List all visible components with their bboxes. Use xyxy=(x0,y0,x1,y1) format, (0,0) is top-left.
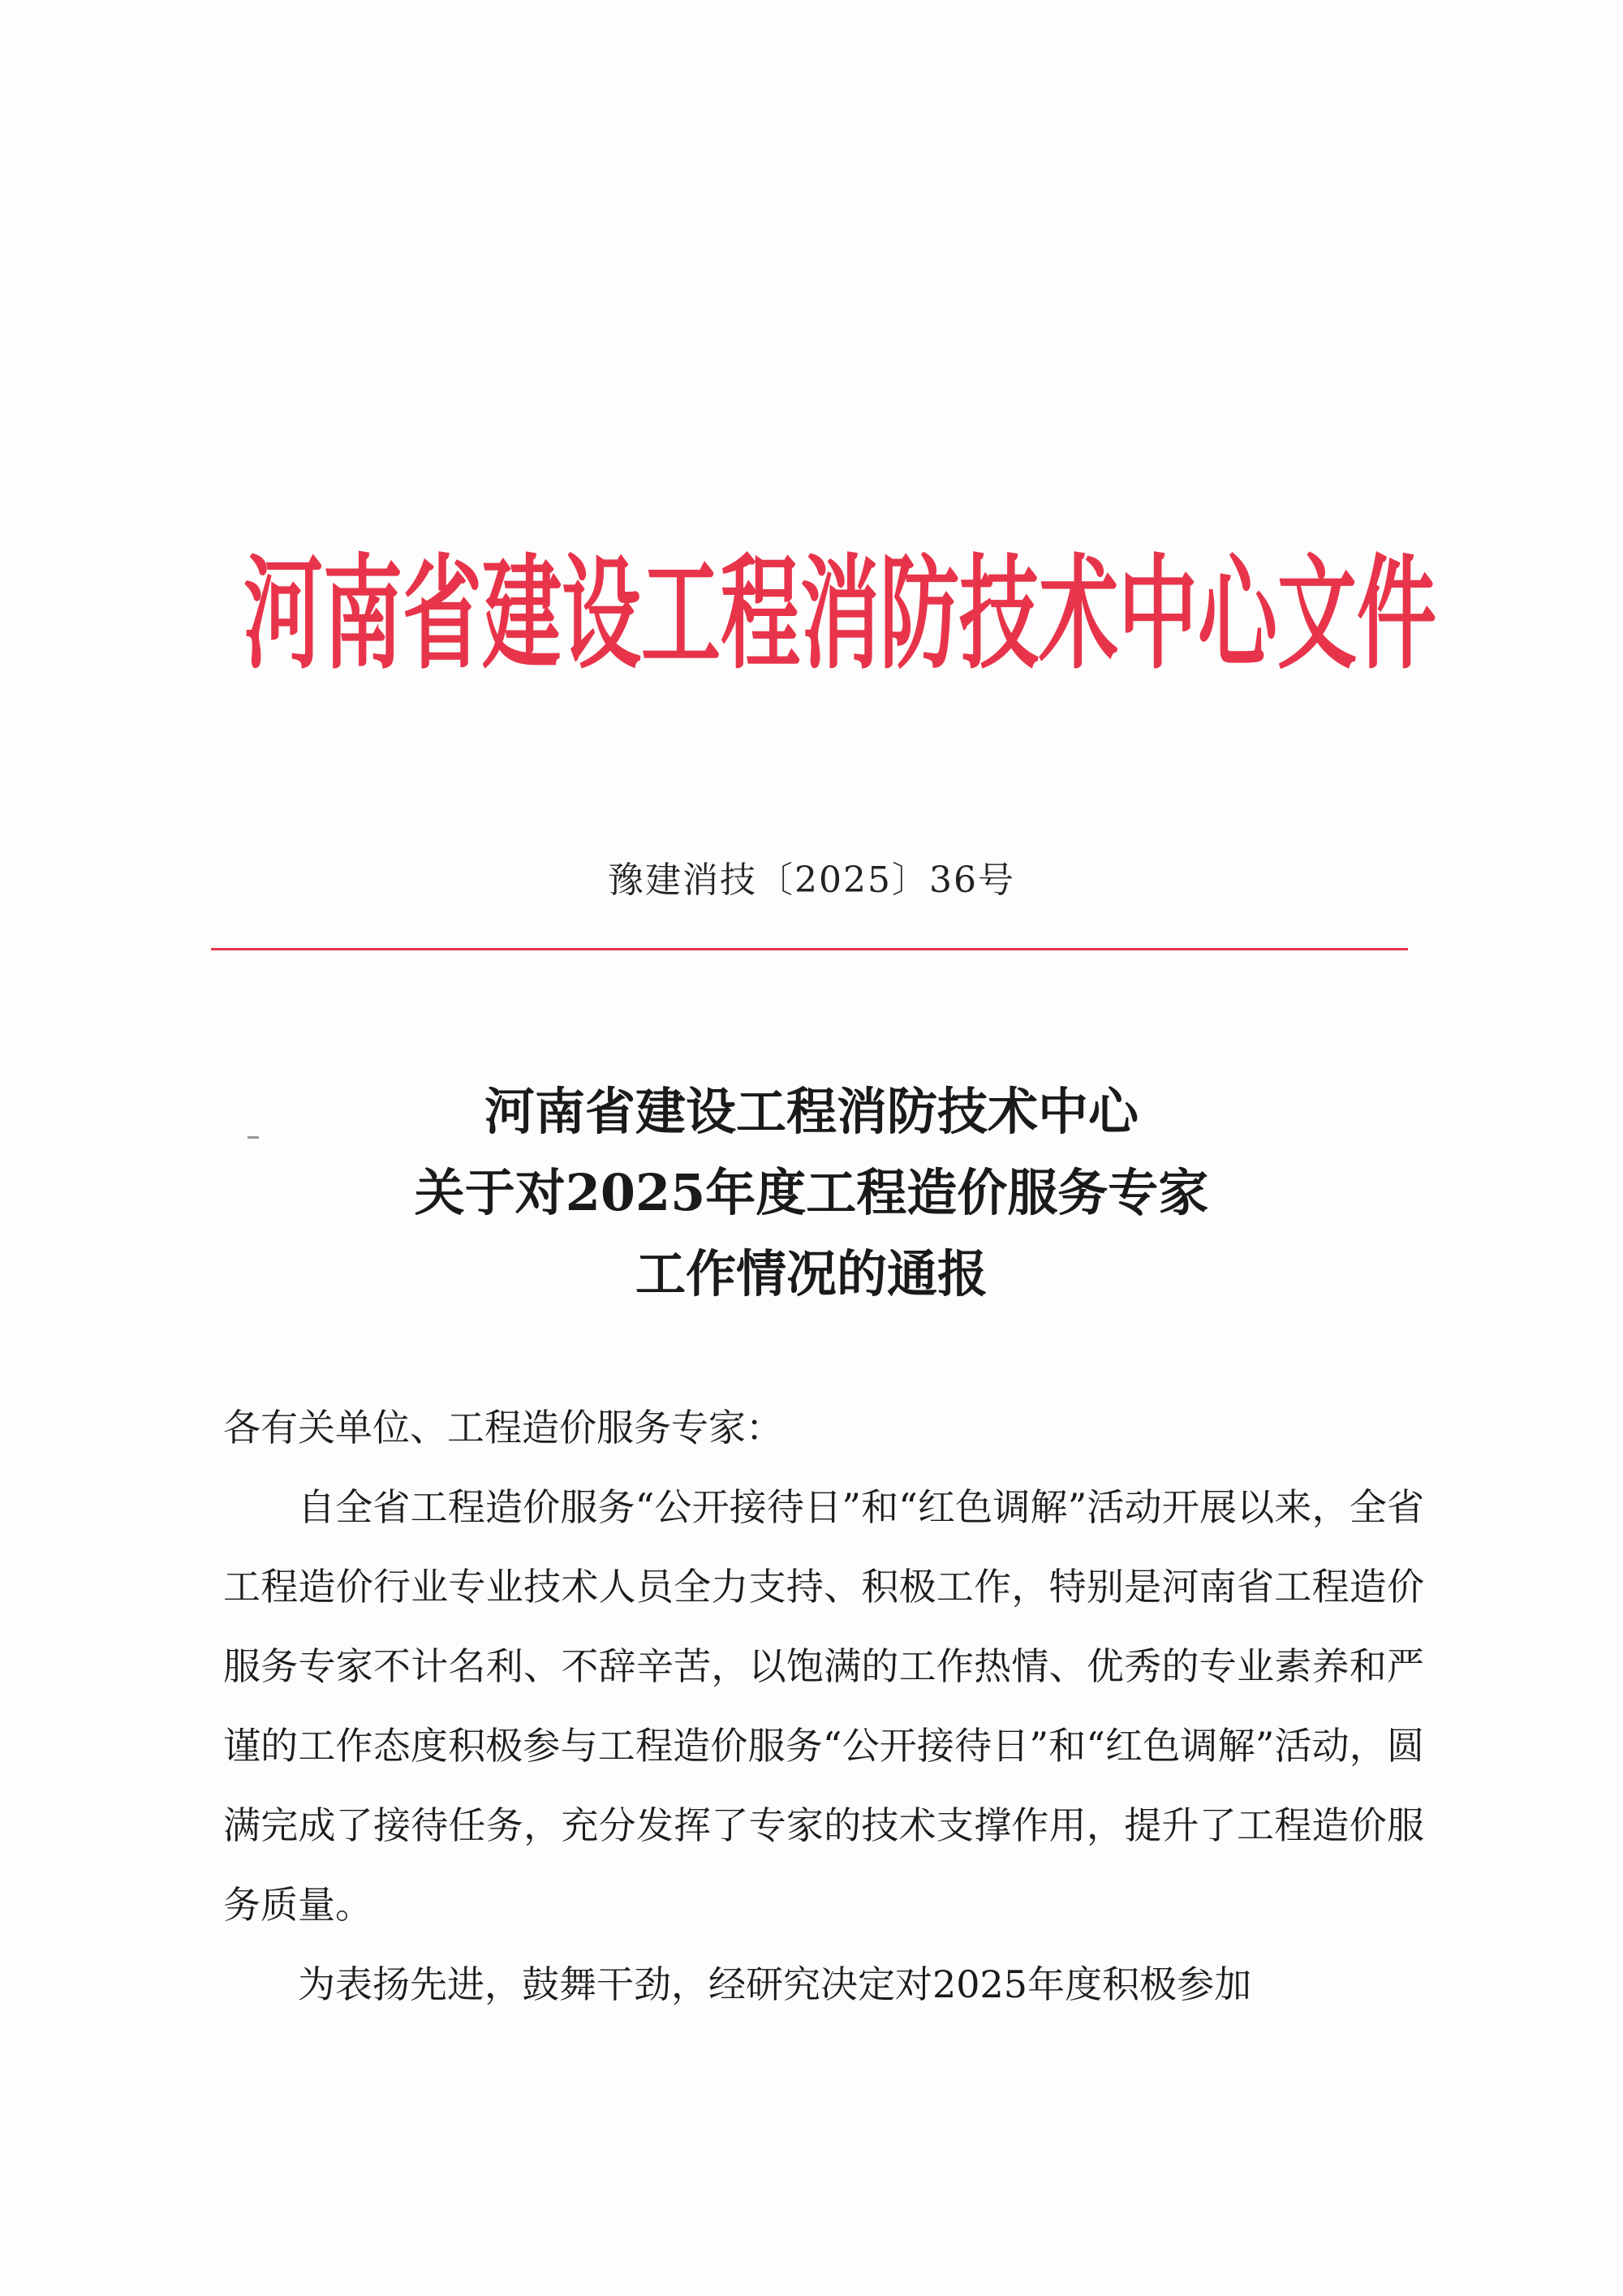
salutation: 各有关单位、工程造价服务专家： xyxy=(223,1406,783,1450)
document-masthead: 河南省建设工程消防技术中心文件 xyxy=(243,543,1437,687)
body-paragraph-1: 自全省工程造价服务“公开接待日”和“红色调解”活动开展以来，全省工程造价行业专业技术人员全力支持、积极工作，特别是河南省工程造价服务专家不计名利、不辞辛苦，以饱满的工作热情、优秀的专业素养和严谨的工作态度积极参与工程造价服务“公开接待日”和“红色调解”活动，圆满完成了接待任务，充分发挥了专家的技术支撑作用，提升了工程造价服务质量。 xyxy=(223,1485,1424,1927)
document-number: 豫建消技〔2025〕36号 xyxy=(608,859,1015,901)
title-line-2: 关于对2025年度工程造价服务专家 xyxy=(414,1163,1209,1222)
red-divider-line xyxy=(211,948,1408,950)
document-body xyxy=(223,1388,1424,2024)
title-line-1: 河南省建设工程消防技术中心 xyxy=(484,1082,1139,1141)
title-line-3: 工作情况的通报 xyxy=(635,1244,988,1303)
document-title xyxy=(203,1071,1420,1315)
body-paragraph-2: 为表扬先进，鼓舞干劲，经研究决定对2025年度积极参加 xyxy=(298,1962,1252,2006)
